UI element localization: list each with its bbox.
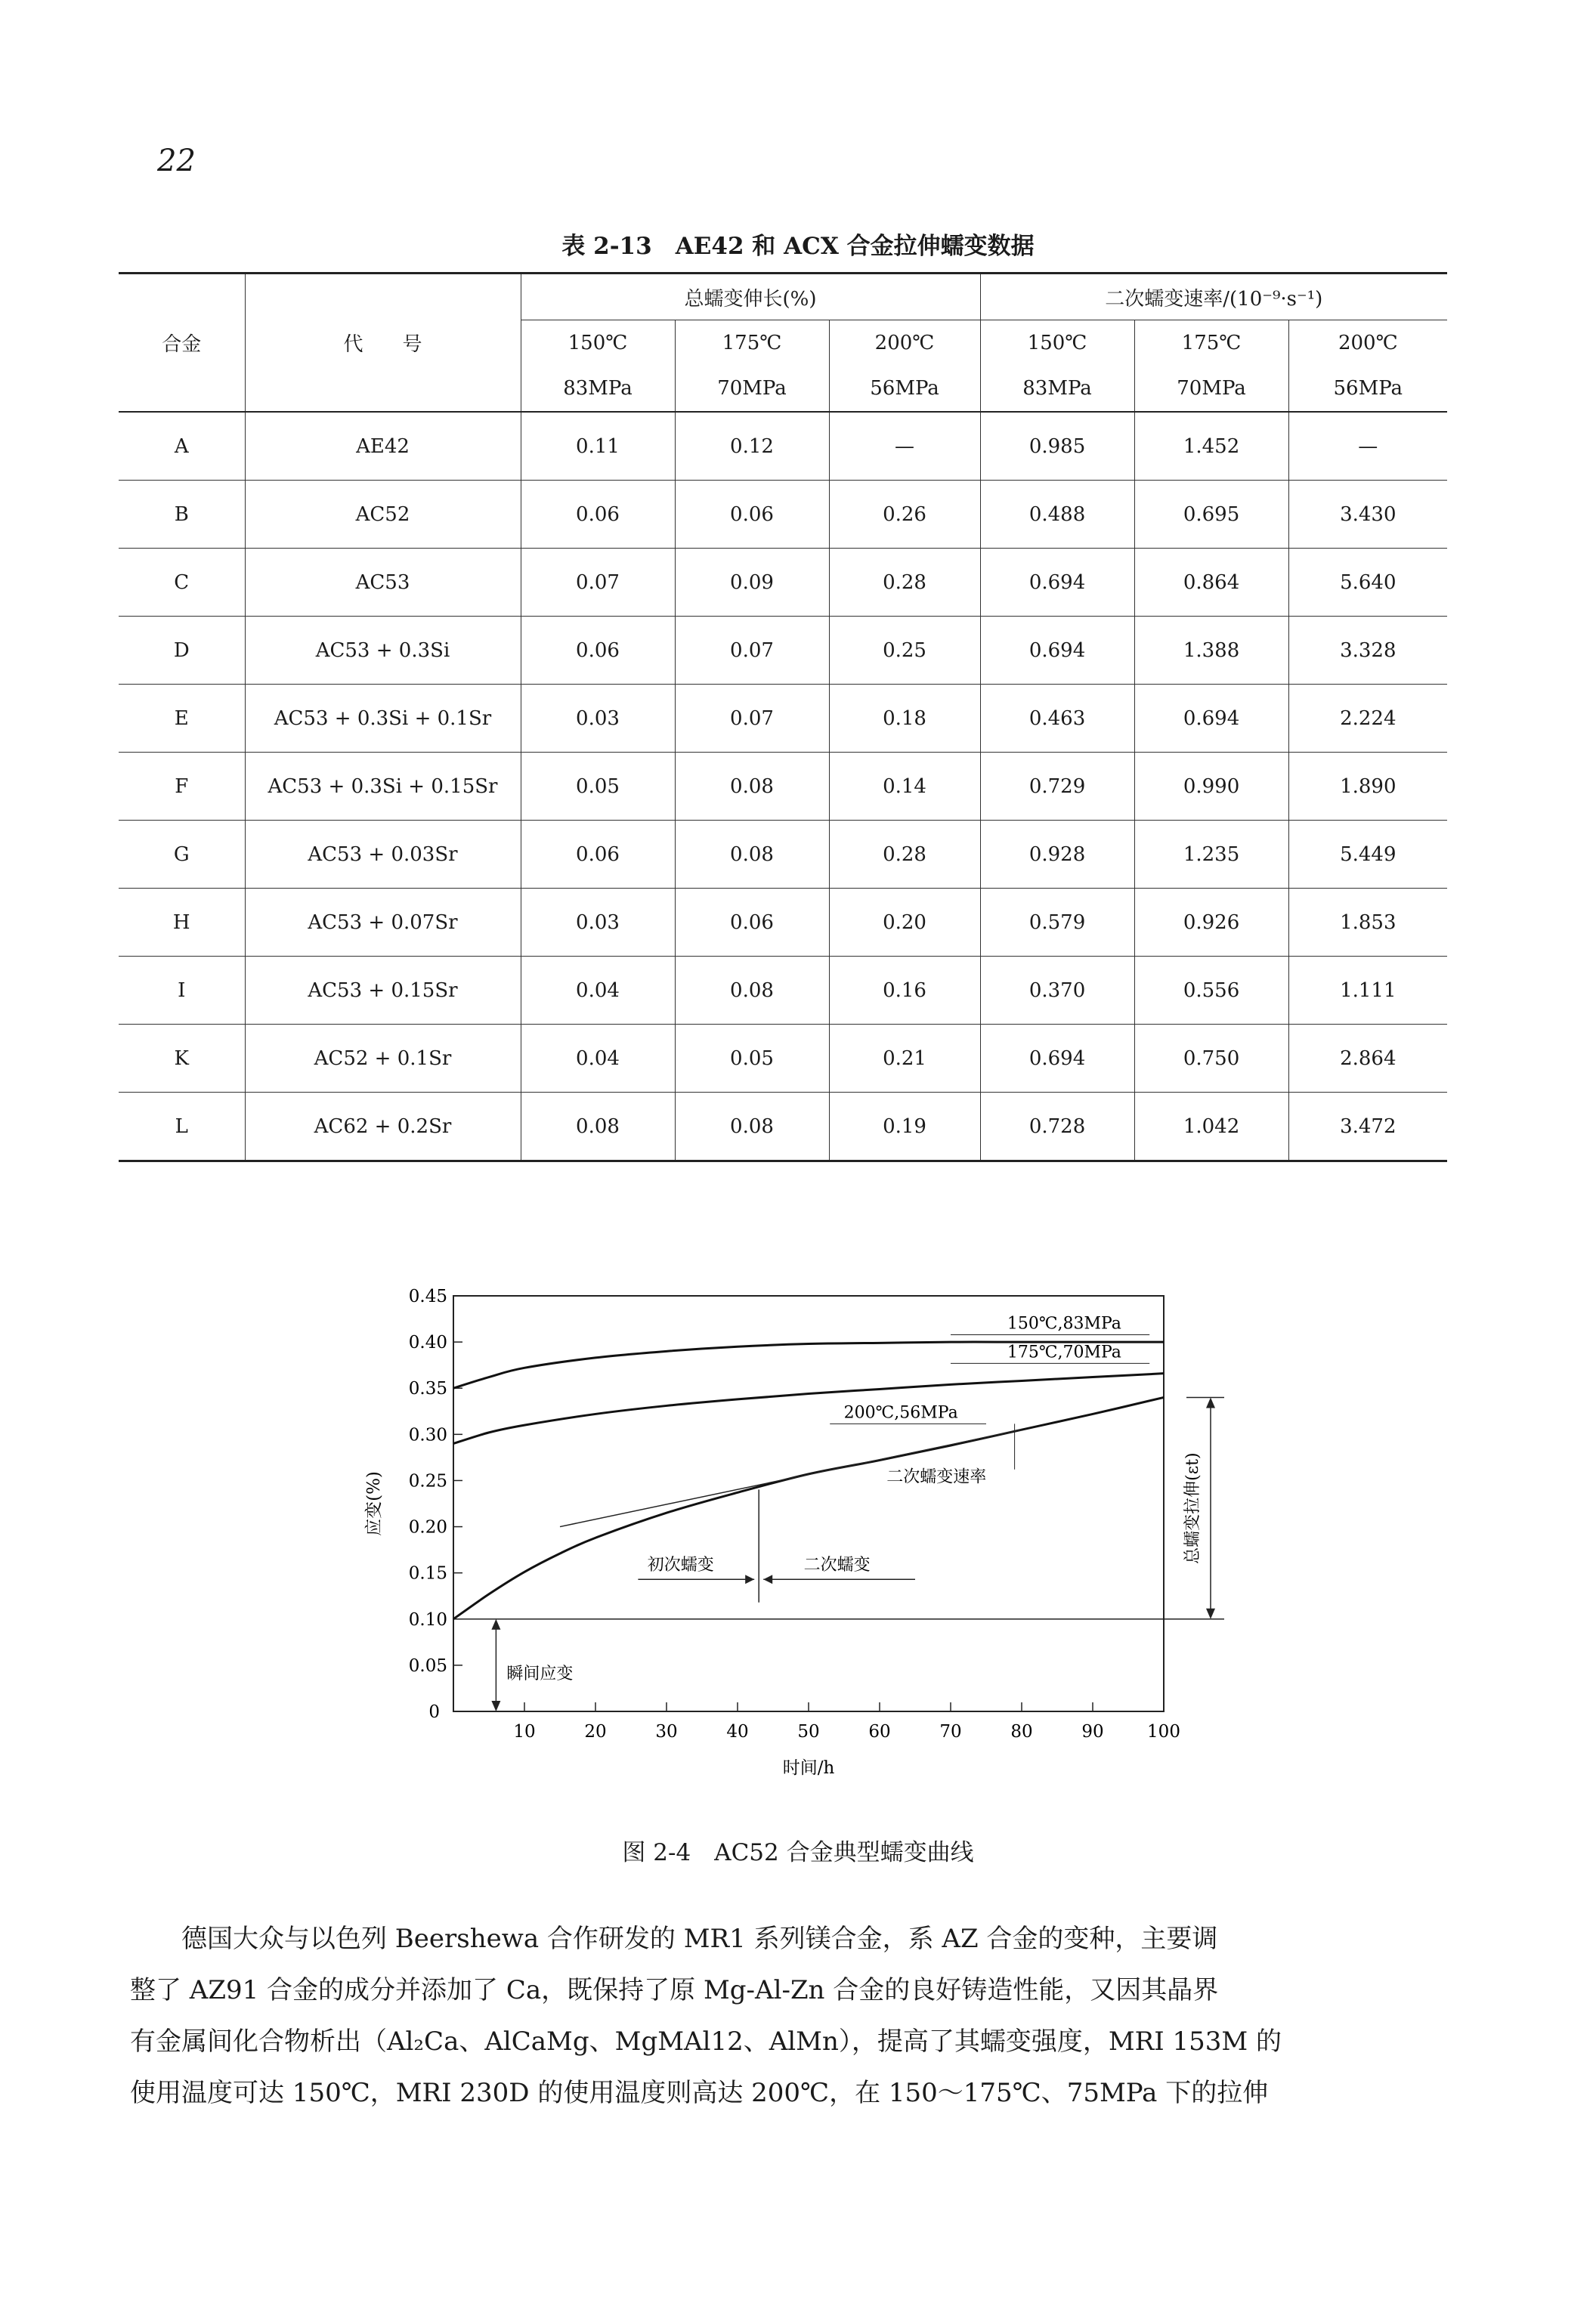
header-temp: 200℃ [829,320,980,366]
value-cell: 0.04 [521,957,675,1025]
value-cell: 2.864 [1288,1025,1447,1093]
arrow-head [763,1575,772,1584]
table-row [119,889,1447,957]
value-cell: 0.864 [1134,549,1288,617]
table-row [119,957,1447,1025]
secondary-creep-label: 二次蠕变 [803,1556,871,1575]
x-tick-label: 30 [655,1722,678,1742]
y-tick-label: 0.10 [408,1609,447,1630]
table-caption: 表 2-13 AE42 和 ACX 合金拉伸蠕变数据 [561,233,1035,260]
y-tick-label: 0.20 [408,1517,447,1538]
value-cell: 0.12 [675,412,829,481]
header-stress: 56MPa [829,366,980,412]
value-cell: — [1288,412,1447,481]
alloy-cell: C [119,549,245,617]
value-cell: 0.985 [980,412,1134,481]
value-cell: 0.579 [980,889,1134,957]
header-stress: 83MPa [521,366,675,412]
header-stress: 70MPa [675,366,829,412]
value-cell: 0.694 [1134,685,1288,753]
alloy-cell: G [119,821,245,889]
table-row [119,412,1447,481]
x-tick-label: 50 [797,1722,820,1742]
instant-strain-label: 瞬间应变 [506,1665,574,1684]
alloy-cell: H [119,889,245,957]
chart-series [453,1342,1164,1619]
total-elongation-label: 总蠕变拉伸(εt) [1183,1452,1202,1564]
x-tick-label: 80 [1010,1722,1033,1742]
creep-curve-chart [332,1269,1270,1778]
alloy-cell: D [119,617,245,685]
body-line: 有金属间化合物析出（Al₂Ca、AlCaMg、MgMAl12、AlMn），提高了其蠕变强度，MRI 153M 的 [130,2026,1282,2057]
y-tick-label: 0.40 [408,1333,447,1353]
value-cell: 5.449 [1288,821,1447,889]
value-cell: 0.28 [829,821,980,889]
value-cell: 0.21 [829,1025,980,1093]
y-tick-label: 0.05 [408,1656,447,1676]
arrow-head [1206,1397,1215,1408]
y-tick-label: 0.30 [408,1425,447,1445]
table-row [119,549,1447,617]
body-paragraph [130,1913,1460,2119]
y-tick-label: 0.35 [408,1379,447,1399]
value-cell: 0.694 [980,617,1134,685]
x-tick-label: 70 [939,1722,962,1742]
value-cell: 0.06 [521,821,675,889]
header-total-elongation: 总蠕变伸长(%) [521,274,980,320]
code-cell: AC53 + 0.3Si + 0.1Sr [245,685,521,753]
alloy-cell: K [119,1025,245,1093]
alloy-cell: E [119,685,245,753]
arrow-head [491,1701,500,1711]
table-row [119,685,1447,753]
series-label-200c: 200℃,56MPa [843,1403,958,1423]
value-cell: 0.488 [980,481,1134,549]
value-cell: 0.694 [980,1025,1134,1093]
header-temp: 150℃ [980,320,1134,366]
body-line: 德国大众与以色列 Beershewa 合作研发的 MR1 系列镁合金，系 AZ 合金的变种，主要调 [181,1924,1218,1954]
value-cell: 0.370 [980,957,1134,1025]
header-temp: 150℃ [521,320,675,366]
code-cell: AE42 [245,412,521,481]
value-cell: 0.08 [675,957,829,1025]
value-cell: 0.11 [521,412,675,481]
y-tick-label: 0.15 [408,1563,447,1584]
secondary-rate-label: 二次蠕变速率 [886,1467,987,1487]
value-cell: 0.463 [980,685,1134,753]
value-cell: 0.19 [829,1093,980,1161]
alloy-cell: A [119,412,245,481]
value-cell: 0.08 [675,1093,829,1161]
value-cell: 0.729 [980,753,1134,821]
value-cell: 0.16 [829,957,980,1025]
header-temp: 200℃ [1288,320,1447,366]
code-cell: AC62 + 0.2Sr [245,1093,521,1161]
creep-data-table [119,272,1447,1162]
figure-caption: 图 2-4 AC52 合金典型蠕变曲线 [622,1839,974,1866]
value-cell: 0.18 [829,685,980,753]
value-cell: 0.03 [521,685,675,753]
series-200c-line [453,1397,1164,1618]
value-cell: 0.09 [675,549,829,617]
value-cell: 3.328 [1288,617,1447,685]
code-cell: AC53 + 0.07Sr [245,889,521,957]
value-cell: 1.042 [1134,1093,1288,1161]
arrow-head [745,1575,754,1584]
body-line: 使用温度可达 150℃，MRI 230D 的使用温度则高达 200℃，在 150～175℃、75MPa 下的拉伸 [130,2078,1269,2108]
value-cell: 0.07 [675,617,829,685]
value-cell: 0.06 [521,481,675,549]
value-cell: 0.694 [980,549,1134,617]
value-cell: 0.695 [1134,481,1288,549]
value-cell: 0.26 [829,481,980,549]
table-row [119,617,1447,685]
value-cell: 0.06 [521,617,675,685]
value-cell: 0.20 [829,889,980,957]
value-cell: 0.05 [521,753,675,821]
x-tick-label: 60 [868,1722,891,1742]
value-cell: 2.224 [1288,685,1447,753]
value-cell: 0.06 [675,481,829,549]
value-cell: 0.928 [980,821,1134,889]
table-row [119,753,1447,821]
primary-creep-label: 初次蠕变 [647,1556,714,1575]
value-cell: 0.05 [675,1025,829,1093]
value-cell: 0.07 [675,685,829,753]
value-cell: 1.388 [1134,617,1288,685]
x-tick-label: 40 [726,1722,749,1742]
value-cell: 1.111 [1288,957,1447,1025]
value-cell: 0.28 [829,549,980,617]
value-cell: 0.25 [829,617,980,685]
arrow-head [491,1619,500,1630]
value-cell: 0.990 [1134,753,1288,821]
y-tick-label: 0.45 [408,1287,447,1306]
alloy-cell: B [119,481,245,549]
x-axis-label: 时间/h [782,1758,835,1778]
code-cell: AC53 + 0.3Si + 0.15Sr [245,753,521,821]
value-cell: 3.472 [1288,1093,1447,1161]
value-cell: 0.08 [675,821,829,889]
x-tick-label: 10 [513,1722,536,1742]
alloy-cell: L [119,1093,245,1161]
alloy-cell: I [119,957,245,1025]
code-cell: AC53 + 0.3Si [245,617,521,685]
table-row [119,821,1447,889]
value-cell: — [829,412,980,481]
header-code: 代 号 [245,274,521,413]
series-175c-line [453,1374,1164,1444]
value-cell: 0.06 [675,889,829,957]
series-label-175c: 175℃,70MPa [1007,1343,1121,1362]
header-stress: 70MPa [1134,366,1288,412]
value-cell: 1.452 [1134,412,1288,481]
page-number: 22 [157,144,196,178]
code-cell: AC53 [245,549,521,617]
header-secondary-rate: 二次蠕变速率/(10⁻⁹·s⁻¹) [980,274,1447,320]
value-cell: 0.07 [521,549,675,617]
arrow-head [1206,1609,1215,1619]
x-tick-label: 100 [1147,1722,1180,1742]
value-cell: 1.235 [1134,821,1288,889]
value-cell: 0.04 [521,1025,675,1093]
value-cell: 0.08 [675,753,829,821]
value-cell: 0.03 [521,889,675,957]
table-row [119,481,1447,549]
value-cell: 5.640 [1288,549,1447,617]
y-axis-label: 应变(%) [364,1471,384,1536]
header-temp: 175℃ [1134,320,1288,366]
header-alloy: 合金 [162,333,202,356]
code-cell: AC53 + 0.03Sr [245,821,521,889]
table-row [119,1093,1447,1161]
value-cell: 0.728 [980,1093,1134,1161]
series-label-150c: 150℃,83MPa [1007,1314,1121,1334]
table-row [119,1025,1447,1093]
value-cell: 3.430 [1288,481,1447,549]
y-origin-label: 0 [428,1702,440,1722]
value-cell: 0.556 [1134,957,1288,1025]
code-cell: AC52 + 0.1Sr [245,1025,521,1093]
value-cell: 1.890 [1288,753,1447,821]
body-line: 整了 AZ91 合金的成分并添加了 Ca，既保持了原 Mg-Al-Zn 合金的良好铸造性能，又因其晶界 [130,1975,1219,2005]
value-cell: 1.853 [1288,889,1447,957]
code-cell: AC52 [245,481,521,549]
header-stress: 83MPa [980,366,1134,412]
alloy-cell: F [119,753,245,821]
header-stress: 56MPa [1288,366,1447,412]
y-tick-label: 0.25 [408,1471,447,1492]
x-tick-label: 20 [584,1722,607,1742]
value-cell: 0.926 [1134,889,1288,957]
x-tick-label: 90 [1081,1722,1104,1742]
value-cell: 0.14 [829,753,980,821]
chart-annotations [491,1314,1224,1711]
value-cell: 0.750 [1134,1025,1288,1093]
header-temp: 175℃ [675,320,829,366]
value-cell: 0.08 [521,1093,675,1161]
code-cell: AC53 + 0.15Sr [245,957,521,1025]
